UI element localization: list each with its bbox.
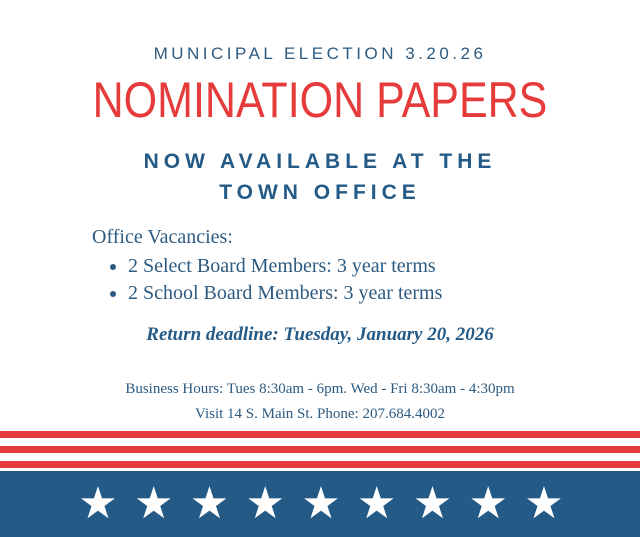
star-icon: ★ — [357, 478, 397, 529]
red-stripe — [0, 446, 640, 453]
subheading — [0, 146, 640, 208]
business-hours: Business Hours: Tues 8:30am - 6pm. Wed - Fri 8:30am - 4:30pm — [125, 381, 515, 397]
vacancies-list — [92, 253, 442, 307]
election-date-label: MUNICIPAL ELECTION 3.20.26 — [153, 44, 487, 63]
subheading-line-2: TOWN OFFICE — [219, 181, 421, 204]
list-item: • 2 School Board Members: 3 year terms — [128, 280, 442, 307]
red-stripe — [0, 461, 640, 468]
headline: NOMINATION PAPERS — [92, 72, 548, 128]
star-icon: ★ — [189, 478, 230, 529]
star-icon: ★ — [524, 478, 564, 529]
vacancies-section — [92, 224, 442, 307]
star-icon: ★ — [301, 478, 341, 529]
return-deadline: Return deadline: Tuesday, January 20, 2026 — [146, 324, 494, 345]
vacancies-heading: Office Vacancies: — [92, 226, 233, 248]
contact-info: Visit 14 S. Main St. Phone: 207.684.4002 — [195, 406, 445, 422]
subheading-line-1: NOW AVAILABLE AT THE — [143, 150, 497, 173]
star-row — [0, 473, 640, 537]
star-icon: ★ — [468, 478, 508, 529]
red-stripe — [0, 431, 640, 438]
list-item: • 2 Select Board Members: 3 year terms — [128, 253, 442, 280]
star-icon: ★ — [134, 478, 174, 529]
star-icon: ★ — [78, 478, 118, 529]
star-icon: ★ — [412, 478, 453, 529]
star-icon: ★ — [245, 478, 285, 529]
